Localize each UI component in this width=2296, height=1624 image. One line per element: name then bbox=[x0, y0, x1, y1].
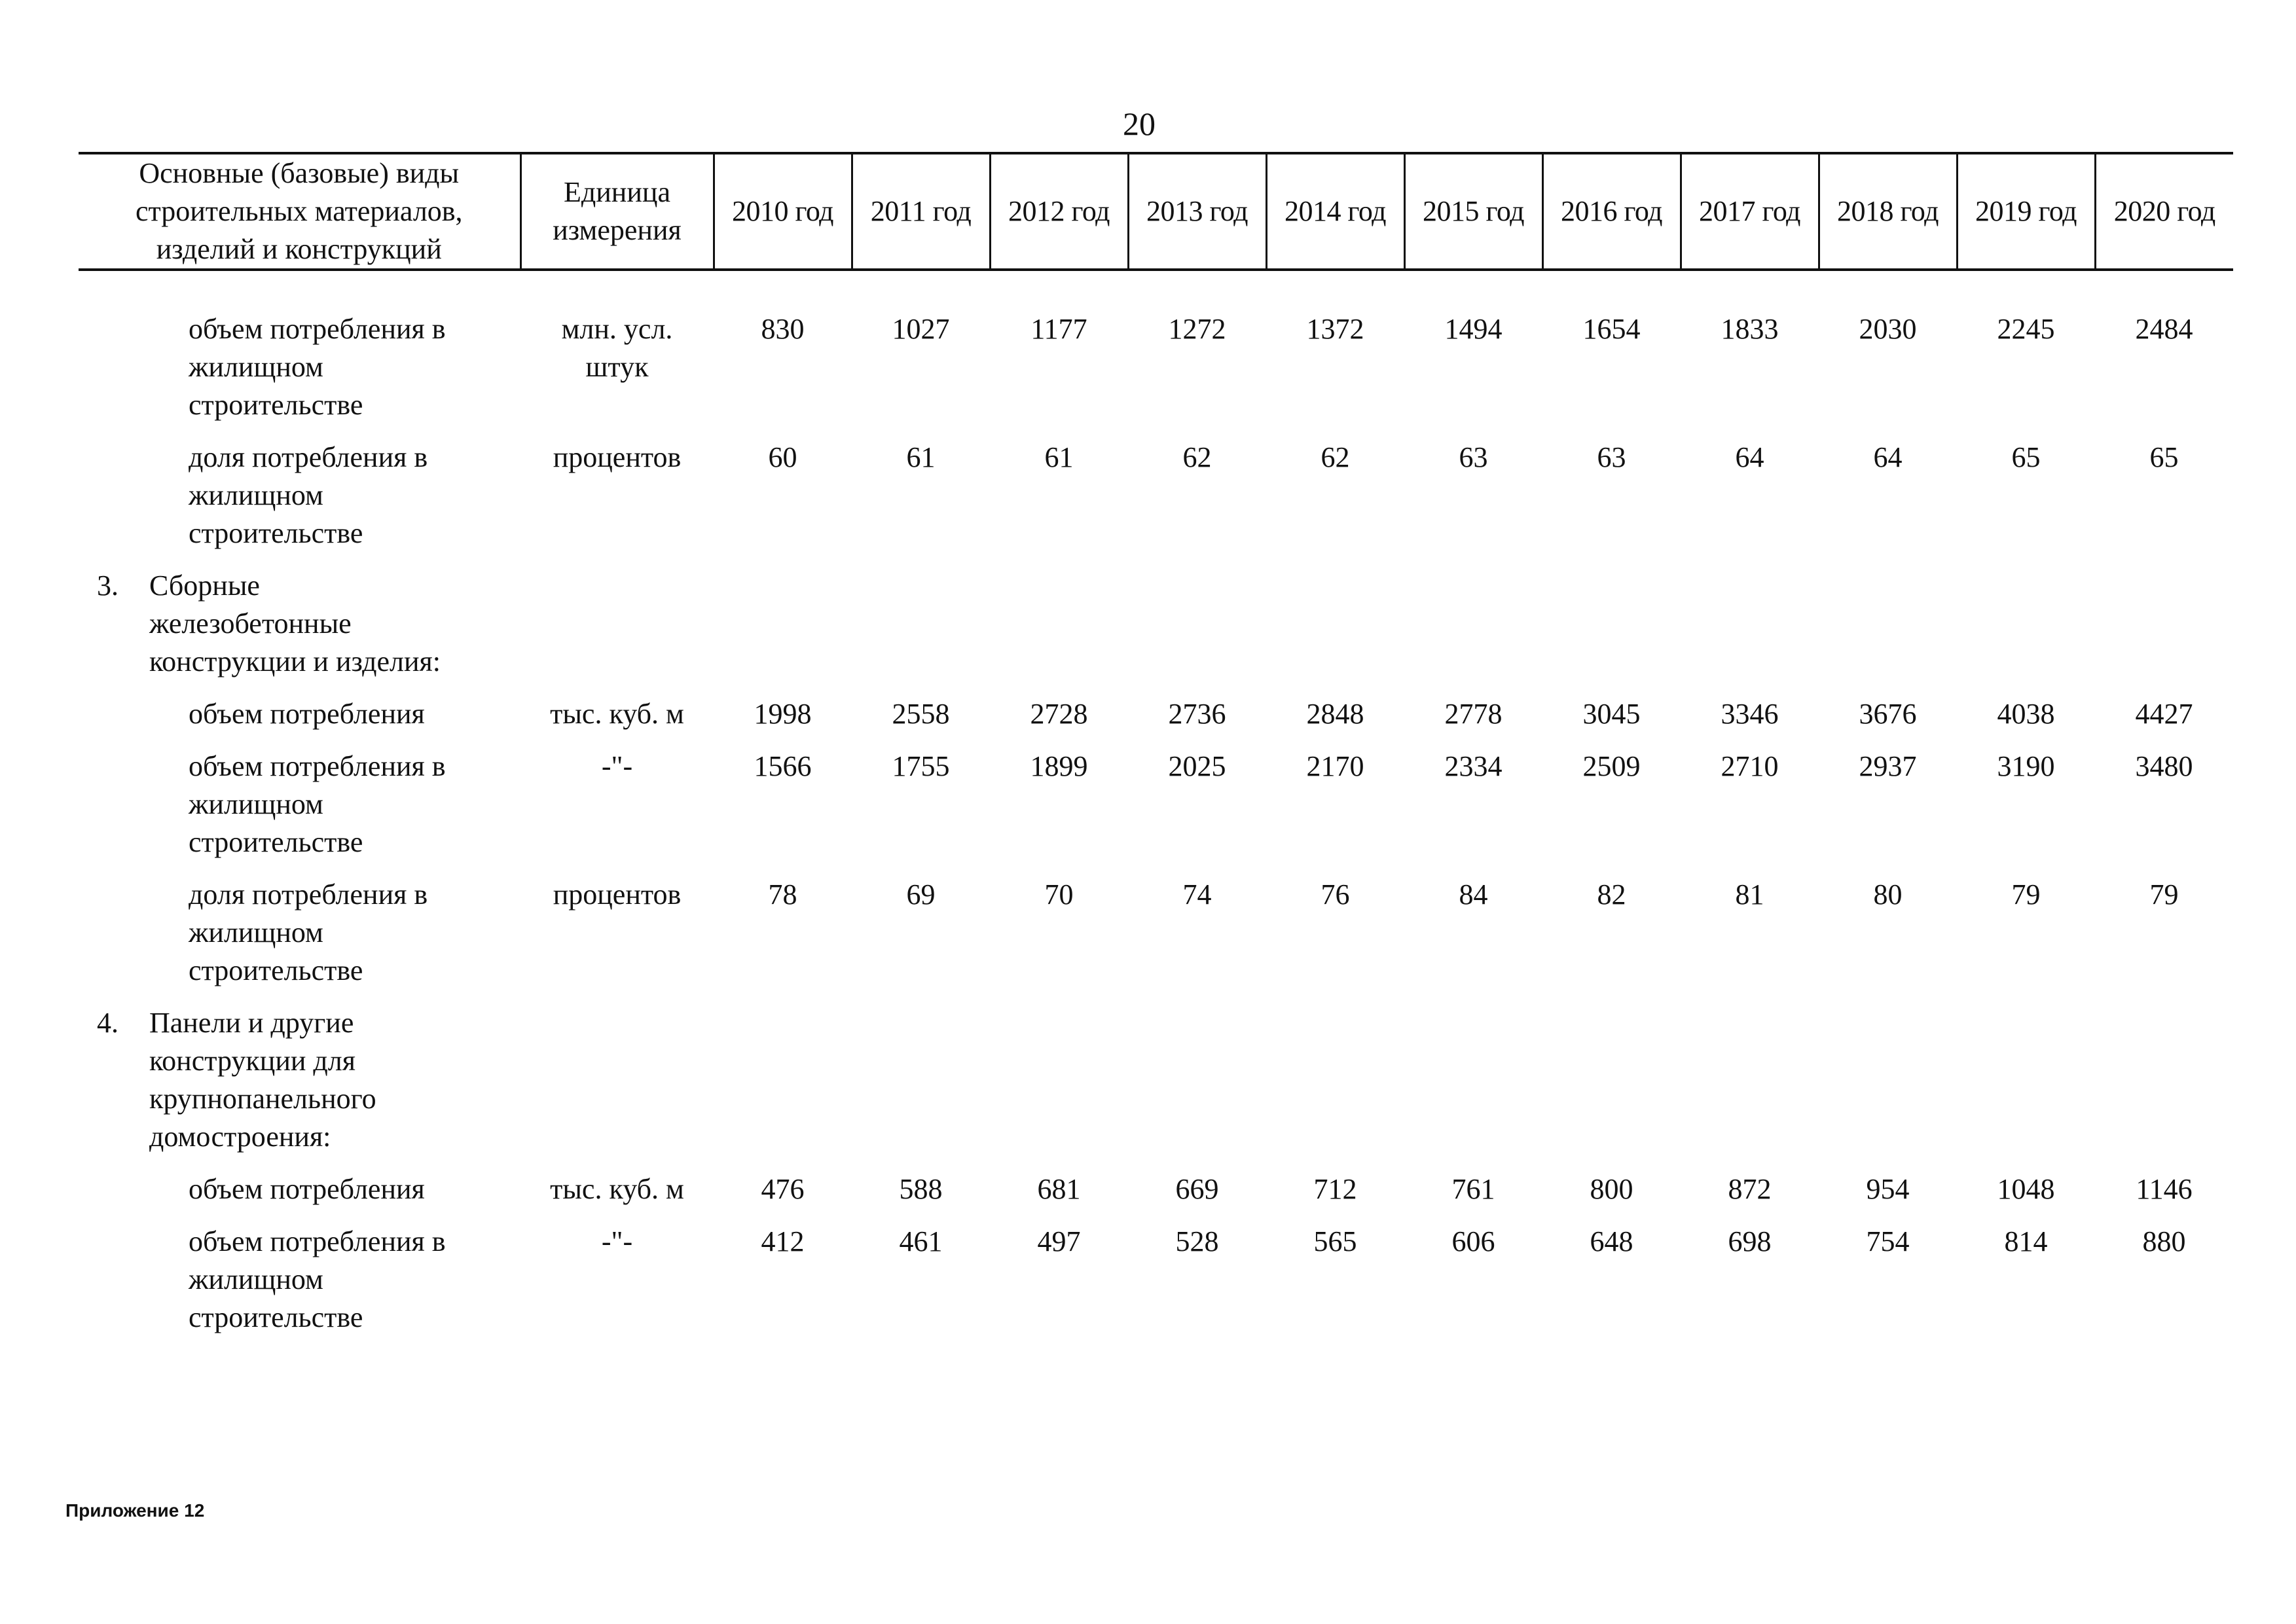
value-cell: 65 bbox=[2149, 441, 2179, 473]
value-cell: 70 bbox=[1044, 878, 1074, 911]
header-year: 2014 год bbox=[1266, 153, 1404, 270]
value-cell: 606 bbox=[1451, 1225, 1495, 1257]
unit-line: -"- bbox=[601, 750, 633, 782]
value-cell: 2736 bbox=[1168, 698, 1226, 730]
section-title-line: домостроения: bbox=[149, 1121, 331, 1153]
value-cell: 2025 bbox=[1168, 750, 1226, 782]
value-cell: 761 bbox=[1451, 1173, 1495, 1205]
value-cell: 497 bbox=[1037, 1225, 1081, 1257]
section-title-line: конструкции для bbox=[149, 1045, 356, 1077]
value-cell: 4427 bbox=[2135, 698, 2193, 730]
value-cell: 3045 bbox=[1582, 698, 1641, 730]
indicator-name-line: объем потребления bbox=[189, 1173, 425, 1205]
value-cell: 712 bbox=[1313, 1173, 1357, 1205]
table-row bbox=[79, 1170, 2233, 1223]
value-cell: 64 bbox=[1873, 441, 1903, 473]
table-row bbox=[79, 695, 2233, 748]
unit-line: -"- bbox=[601, 1225, 633, 1257]
indicator-name-line: объем потребления в bbox=[189, 750, 446, 782]
value-cell: 1027 bbox=[892, 313, 950, 345]
section-header-row bbox=[79, 1004, 2233, 1170]
value-cell: 1566 bbox=[754, 750, 812, 782]
materials-consumption-table bbox=[79, 152, 2233, 1351]
value-cell: 954 bbox=[1866, 1173, 1910, 1205]
indicator-name-line: строительстве bbox=[189, 1301, 363, 1333]
header-year: 2011 год bbox=[852, 153, 990, 270]
value-cell: 2848 bbox=[1306, 698, 1364, 730]
table-row bbox=[79, 876, 2233, 1004]
indicator-name-line: объем потребления в bbox=[189, 1225, 446, 1257]
value-cell: 648 bbox=[1590, 1225, 1633, 1257]
value-cell: 528 bbox=[1175, 1225, 1219, 1257]
unit-line: тыс. куб. м bbox=[550, 698, 684, 730]
value-cell: 2710 bbox=[1721, 750, 1779, 782]
header-year: 2020 год bbox=[2095, 153, 2233, 270]
unit-cell bbox=[520, 876, 714, 1004]
value-cell: 4038 bbox=[1997, 698, 2055, 730]
value-cell: 800 bbox=[1590, 1173, 1633, 1205]
value-cell: 81 bbox=[1735, 878, 1764, 911]
indicator-name-line: объем потребления bbox=[189, 698, 425, 730]
header-year: 2013 год bbox=[1128, 153, 1266, 270]
section-title-line: Панели и другие bbox=[149, 1007, 354, 1039]
header-unit-line: Единица bbox=[564, 176, 670, 208]
unit-line: процентов bbox=[553, 441, 682, 473]
value-cell: 82 bbox=[1597, 878, 1626, 911]
value-cell: 3480 bbox=[2135, 750, 2193, 782]
value-cell: 476 bbox=[761, 1173, 805, 1205]
section-header-row bbox=[79, 567, 2233, 695]
value-cell: 65 bbox=[2011, 441, 2041, 473]
value-cell: 62 bbox=[1182, 441, 1212, 473]
section-cell bbox=[79, 567, 2233, 695]
table-row bbox=[79, 1223, 2233, 1351]
indicator-name-line: жилищном bbox=[189, 351, 323, 383]
section-title bbox=[149, 1004, 2233, 1156]
header-year: 2018 год bbox=[1819, 153, 1957, 270]
value-cell: 754 bbox=[1866, 1225, 1910, 1257]
value-cell: 63 bbox=[1459, 441, 1488, 473]
indicator-name-line: доля потребления в bbox=[189, 878, 428, 911]
value-cell: 2778 bbox=[1444, 698, 1503, 730]
header-year: 2019 год bbox=[1957, 153, 2095, 270]
indicator-name-line: жилищном bbox=[189, 1263, 323, 1295]
indicator-name bbox=[79, 310, 520, 439]
section-label bbox=[79, 567, 2233, 681]
indicator-name-line: строительстве bbox=[189, 517, 363, 549]
value-cell: 565 bbox=[1313, 1225, 1357, 1257]
value-cell: 3190 bbox=[1997, 750, 2055, 782]
indicator-name bbox=[79, 1170, 520, 1223]
section-title-line: Сборные bbox=[149, 569, 260, 602]
indicator-name-line: жилищном bbox=[189, 479, 323, 511]
header-year: 2015 год bbox=[1404, 153, 1542, 270]
value-cell: 1899 bbox=[1030, 750, 1088, 782]
indicator-name-line: строительстве bbox=[189, 954, 363, 986]
indicator-name-line: строительстве bbox=[189, 826, 363, 858]
value-cell: 814 bbox=[2004, 1225, 2048, 1257]
value-cell: 1146 bbox=[2136, 1173, 2193, 1205]
value-cell: 2558 bbox=[892, 698, 950, 730]
indicator-name bbox=[79, 1223, 520, 1351]
value-cell: 79 bbox=[2149, 878, 2179, 911]
value-cell: 588 bbox=[899, 1173, 943, 1205]
section-cell bbox=[79, 1004, 2233, 1170]
indicator-name bbox=[79, 439, 520, 567]
section-number: 3. bbox=[97, 569, 118, 602]
header-material-type-line: строительных материалов, bbox=[135, 195, 463, 227]
unit-cell bbox=[520, 310, 714, 439]
value-cell: 2509 bbox=[1582, 750, 1641, 782]
value-cell: 79 bbox=[2011, 878, 2041, 911]
value-cell: 1048 bbox=[1997, 1173, 2055, 1205]
indicator-name bbox=[79, 695, 520, 748]
section-title-line: крупнопанельного bbox=[149, 1083, 376, 1115]
unit-line: процентов bbox=[553, 878, 682, 911]
indicator-name-line: жилищном bbox=[189, 916, 323, 948]
unit-cell bbox=[520, 1223, 714, 1351]
value-cell: 669 bbox=[1175, 1173, 1219, 1205]
unit-cell bbox=[520, 748, 714, 876]
header-year: 2010 год bbox=[714, 153, 852, 270]
indicator-name bbox=[79, 748, 520, 876]
header-material-type-line: Основные (базовые) виды bbox=[139, 157, 460, 189]
table-row bbox=[79, 439, 2233, 567]
value-cell: 60 bbox=[768, 441, 797, 473]
section-title bbox=[149, 567, 2233, 681]
value-cell: 830 bbox=[761, 313, 805, 345]
value-cell: 74 bbox=[1182, 878, 1212, 911]
value-cell: 3676 bbox=[1859, 698, 1917, 730]
value-cell: 1177 bbox=[1030, 313, 1087, 345]
header-year: 2017 год bbox=[1681, 153, 1819, 270]
value-cell: 880 bbox=[2142, 1225, 2186, 1257]
indicator-name-line: объем потребления в bbox=[189, 313, 446, 345]
table-body bbox=[79, 270, 2233, 1351]
header-unit-line: измерения bbox=[553, 214, 682, 246]
indicator-name-line: жилищном bbox=[189, 788, 323, 820]
page-number: 20 bbox=[1123, 105, 1156, 142]
value-cell: 2170 bbox=[1306, 750, 1364, 782]
table-spacer-row bbox=[79, 270, 2233, 310]
indicator-name bbox=[79, 876, 520, 1004]
value-cell: 63 bbox=[1597, 441, 1626, 473]
table-header-row bbox=[79, 153, 2233, 270]
unit-cell bbox=[520, 1170, 714, 1223]
value-cell: 2245 bbox=[1997, 313, 2055, 345]
value-cell: 2937 bbox=[1859, 750, 1917, 782]
table-row bbox=[79, 310, 2233, 439]
value-cell: 461 bbox=[899, 1225, 943, 1257]
value-cell: 2484 bbox=[2135, 313, 2193, 345]
unit-cell bbox=[520, 439, 714, 567]
unit-line: тыс. куб. м bbox=[550, 1173, 684, 1205]
value-cell: 61 bbox=[906, 441, 936, 473]
indicator-name-line: доля потребления в bbox=[189, 441, 428, 473]
value-cell: 1833 bbox=[1721, 313, 1779, 345]
value-cell: 84 bbox=[1459, 878, 1488, 911]
value-cell: 64 bbox=[1735, 441, 1764, 473]
value-cell: 872 bbox=[1728, 1173, 1772, 1205]
value-cell: 62 bbox=[1321, 441, 1350, 473]
header-material-type-line: изделий и конструкций bbox=[156, 233, 442, 265]
value-cell: 1654 bbox=[1582, 313, 1641, 345]
table-row bbox=[79, 748, 2233, 876]
value-cell: 1998 bbox=[754, 698, 812, 730]
value-cell: 2030 bbox=[1859, 313, 1917, 345]
value-cell: 80 bbox=[1873, 878, 1903, 911]
header-year: 2016 год bbox=[1542, 153, 1681, 270]
value-cell: 681 bbox=[1037, 1173, 1081, 1205]
unit-cell bbox=[520, 695, 714, 748]
value-cell: 1372 bbox=[1306, 313, 1364, 345]
section-number: 4. bbox=[97, 1007, 118, 1039]
value-cell: 3346 bbox=[1721, 698, 1779, 730]
header-year: 2012 год bbox=[990, 153, 1128, 270]
value-cell: 61 bbox=[1044, 441, 1074, 473]
value-cell: 1494 bbox=[1444, 313, 1503, 345]
indicator-name-line: строительстве bbox=[189, 389, 363, 421]
unit-line: млн. усл. bbox=[561, 313, 673, 345]
header-material-type bbox=[79, 153, 520, 270]
section-title-line: железобетонные bbox=[149, 607, 352, 640]
value-cell: 78 bbox=[768, 878, 797, 911]
value-cell: 69 bbox=[906, 878, 936, 911]
header-unit bbox=[520, 153, 714, 270]
value-cell: 1755 bbox=[892, 750, 950, 782]
appendix-label: Приложение 12 bbox=[65, 1500, 205, 1521]
value-cell: 76 bbox=[1321, 878, 1350, 911]
value-cell: 2728 bbox=[1030, 698, 1088, 730]
unit-line: штук bbox=[585, 351, 649, 383]
value-cell: 2334 bbox=[1444, 750, 1503, 782]
value-cell: 412 bbox=[761, 1225, 805, 1257]
value-cell: 698 bbox=[1728, 1225, 1772, 1257]
value-cell: 1272 bbox=[1168, 313, 1226, 345]
section-label bbox=[79, 1004, 2233, 1156]
section-title-line: конструкции и изделия: bbox=[149, 645, 441, 677]
